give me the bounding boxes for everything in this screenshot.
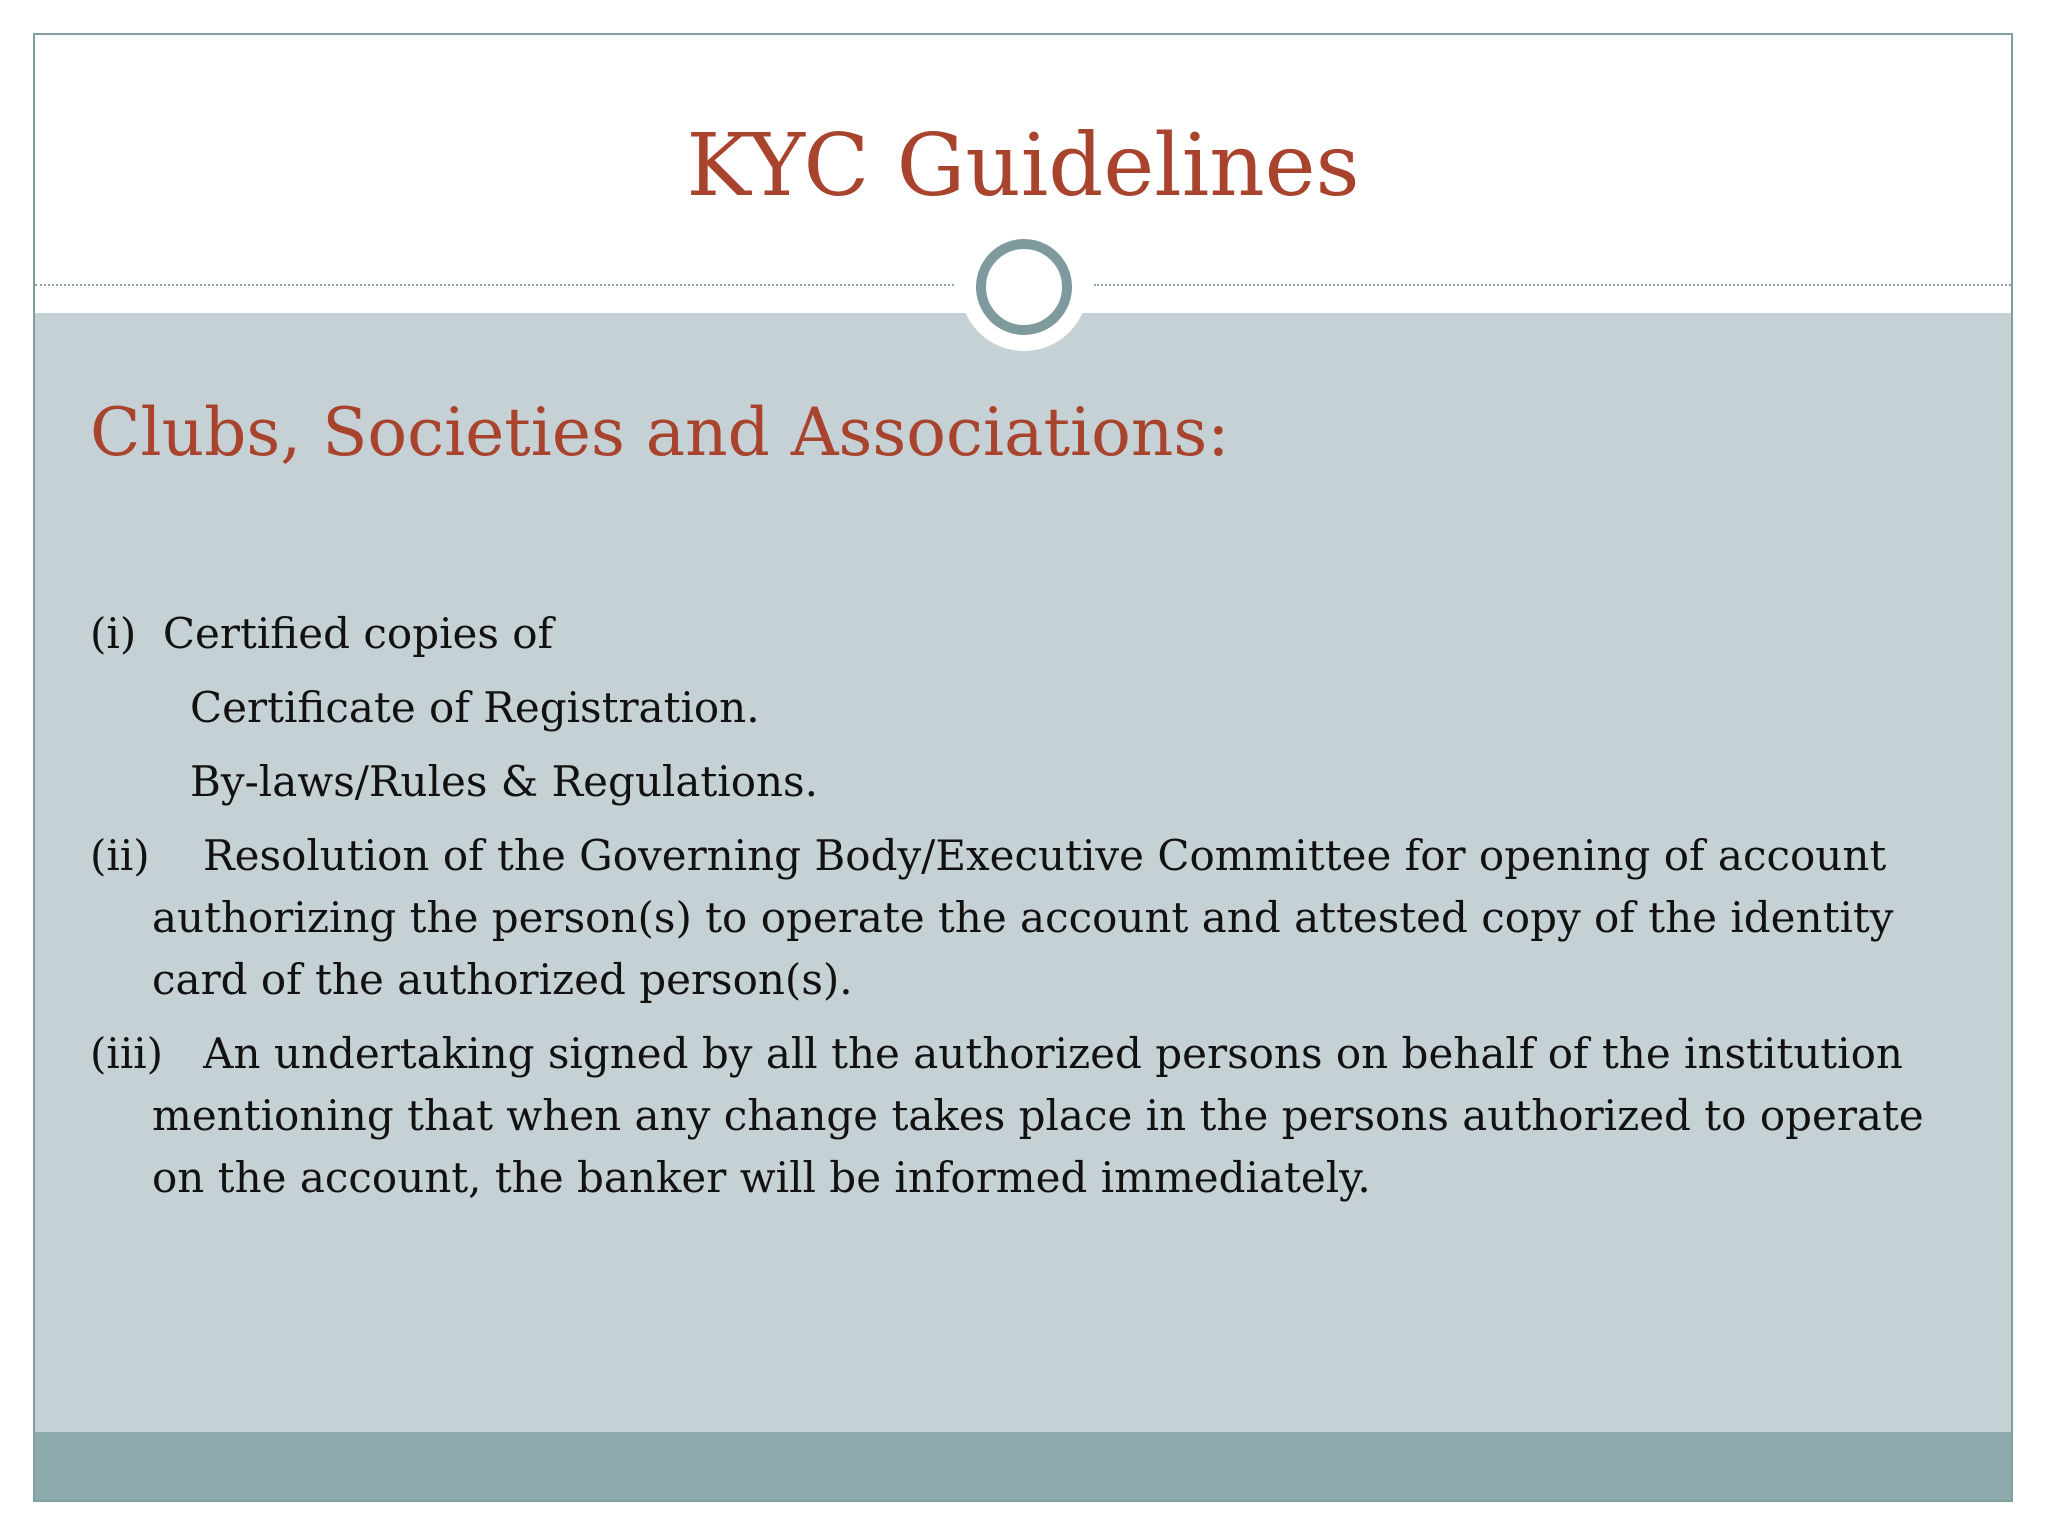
sub-item-bylaws: By-laws/Rules & Regulations. (190, 757, 818, 806)
sub-item-certificate: Certificate of Registration. (190, 683, 760, 732)
divider-line-right (1094, 284, 2013, 286)
list-item-iii: (iii) An undertaking signed by all the authorized persons on behalf of the institution mentioning that when any change takes place in the persons authorized to operate on the account, the banker will be informed immediately. (90, 1029, 1938, 1202)
divider-ornament (960, 223, 1088, 351)
section-heading: Clubs, Societies and Associations: (90, 394, 1230, 471)
ring-icon (976, 239, 1072, 335)
slide-title: KYC Guidelines (686, 116, 1360, 216)
list-item-ii: (ii) Resolution of the Governing Body/Executive Committee for opening of account authorizing the person(s) to operate the account and attested copy of the identity card of the authorized person(s). (90, 831, 1907, 1004)
divider-line-left (35, 284, 954, 286)
footer-band (35, 1432, 2011, 1502)
slide (33, 33, 2013, 1502)
guideline-list (90, 603, 1980, 1209)
list-item-i: (i) Certified copies of (90, 609, 554, 658)
